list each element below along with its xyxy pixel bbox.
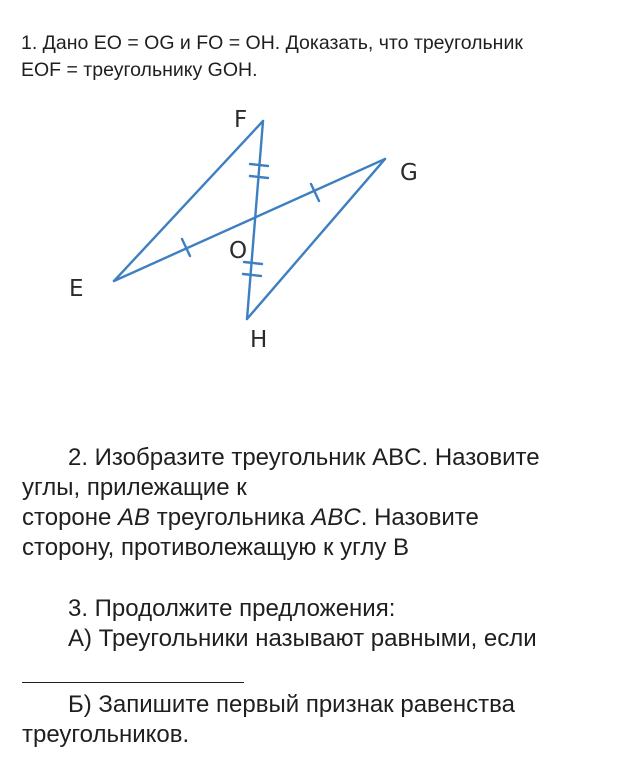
tick-mark-EO (182, 239, 190, 256)
task-3-part-b (22, 690, 622, 750)
tick-mark-FO-1 (250, 164, 268, 166)
tick-mark-OH-1 (244, 262, 262, 264)
task-3-line-4: треугольников. (22, 721, 190, 748)
task-2-line-4: сторону, противолежащую к углу B (22, 534, 410, 561)
segment-E-F (114, 121, 263, 281)
task-2 (22, 443, 622, 563)
tick-mark-OH-2 (243, 274, 261, 276)
label-G: G (400, 160, 418, 186)
label-H: H (250, 327, 268, 353)
task-1-line-2: EOF = треугольнику GOH. (21, 59, 258, 81)
task-2-line-2: углы, прилежащие к (22, 474, 247, 501)
label-E: E (69, 276, 84, 302)
label-F: F (234, 107, 248, 133)
task-1 (21, 30, 611, 84)
task-3 (22, 594, 622, 654)
task-2-line-3 (22, 503, 622, 533)
task-3-line-3: Б) Запишите первый признак равенства (68, 691, 515, 718)
label-O: O (229, 238, 248, 264)
task-2-line-3-middle: треугольника (150, 504, 312, 531)
answer-blank-line (22, 682, 244, 683)
segment-E-G (114, 159, 385, 281)
task-2-line-1: 2. Изобразите треугольник ABC. Назовите (68, 444, 540, 471)
task-2-line-3-prefix: стороне (22, 504, 119, 531)
tick-mark-OG (311, 184, 319, 201)
task-3-line-1: 3. Продолжите предложения: (68, 595, 396, 622)
task-3-line-2: А) Треугольники называют равными, если (68, 625, 537, 652)
task-1-line-1: 1. Дано EO = OG и FO = OH. Доказать, что треугольник (21, 32, 523, 54)
task-2-line-3-suffix: . Назовите (360, 504, 479, 531)
side-ab: AB (118, 504, 151, 531)
triangle-abc: ABC (311, 504, 361, 531)
segment-H-G (247, 159, 385, 319)
tick-mark-FO-2 (250, 176, 268, 178)
segment-F-H (247, 121, 263, 319)
